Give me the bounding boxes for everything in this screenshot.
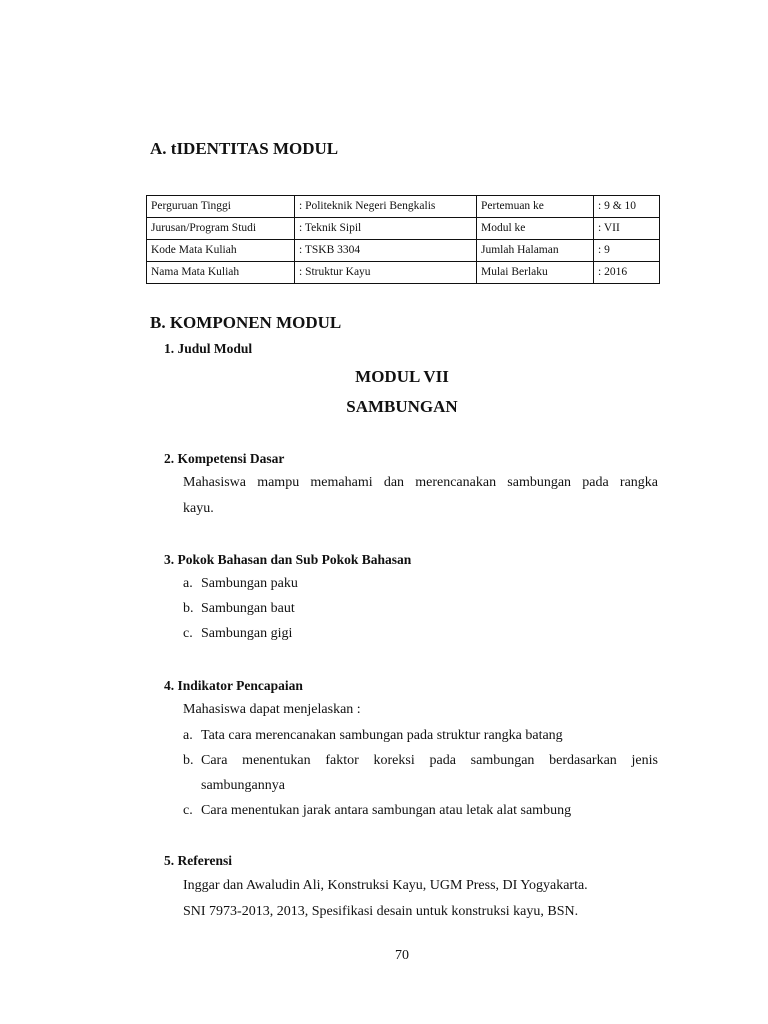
table-cell: Jumlah Halaman bbox=[477, 240, 594, 262]
indikator-heading: 4. Indikator Pencapaian bbox=[164, 678, 303, 693]
list-marker: b. bbox=[183, 753, 194, 768]
list-marker: a. bbox=[183, 728, 193, 743]
list-text: Tata cara merencanakan sambungan pada struktur rangka batang bbox=[201, 728, 563, 743]
judul-modul-heading: 1. Judul Modul bbox=[164, 341, 253, 356]
list-marker: c. bbox=[183, 626, 193, 641]
list-text: Sambungan paku bbox=[201, 576, 298, 591]
table-cell: Mulai Berlaku bbox=[477, 262, 594, 284]
list-text: Cara menentukan jarak antara sambungan atau letak alat sambung bbox=[201, 803, 572, 818]
list-marker: b. bbox=[183, 601, 194, 616]
section-b-heading: B. KOMPONEN MODUL bbox=[150, 313, 342, 332]
table-cell: : Teknik Sipil bbox=[295, 218, 477, 240]
list-text: Sambungan gigi bbox=[201, 626, 293, 641]
module-title: MODUL VII bbox=[355, 367, 449, 386]
table-cell: : Struktur Kayu bbox=[295, 262, 477, 284]
list-item bbox=[183, 803, 572, 819]
table-cell: Modul ke bbox=[477, 218, 594, 240]
table-cell: Nama Mata Kuliah bbox=[147, 262, 295, 284]
table-row bbox=[147, 262, 660, 284]
table-cell: Perguruan Tinggi bbox=[147, 196, 295, 218]
table-row bbox=[147, 218, 660, 240]
referensi-heading: 5. Referensi bbox=[164, 853, 232, 868]
section-a-heading: A. tIDENTITAS MODUL bbox=[150, 139, 339, 158]
table-cell: Pertemuan ke bbox=[477, 196, 594, 218]
module-subtitle: SAMBUNGAN bbox=[346, 397, 458, 416]
list-item bbox=[183, 576, 298, 592]
table-cell: Kode Mata Kuliah bbox=[147, 240, 295, 262]
kompetensi-dasar-heading: 2. Kompetensi Dasar bbox=[164, 451, 285, 466]
reference-item: SNI 7973-2013, 2013, Spesifikasi desain untuk konstruksi kayu, BSN. bbox=[183, 904, 579, 919]
table-row bbox=[147, 240, 660, 262]
indikator-intro: Mahasiswa dapat menjelaskan : bbox=[183, 702, 361, 717]
table-cell: : 2016 bbox=[594, 262, 660, 284]
list-marker: a. bbox=[183, 576, 193, 591]
list-item bbox=[183, 728, 563, 744]
list-marker: c. bbox=[183, 803, 193, 818]
kompetensi-text-line2: kayu. bbox=[183, 501, 214, 516]
pokok-bahasan-heading: 3. Pokok Bahasan dan Sub Pokok Bahasan bbox=[164, 552, 412, 567]
table-cell: : Politeknik Negeri Bengkalis bbox=[295, 196, 477, 218]
reference-item: Inggar dan Awaludin Ali, Konstruksi Kayu, UGM Press, DI Yogyakarta. bbox=[183, 878, 588, 893]
list-item bbox=[183, 626, 293, 642]
table-cell: : 9 & 10 bbox=[594, 196, 660, 218]
identity-table bbox=[146, 195, 660, 284]
table-cell: : VII bbox=[594, 218, 660, 240]
list-item bbox=[183, 601, 295, 617]
list-text: Cara menentukan faktor koreksi pada sambungan berdasarkan jenis bbox=[201, 753, 658, 768]
table-cell: : 9 bbox=[594, 240, 660, 262]
table-cell: Jurusan/Program Studi bbox=[147, 218, 295, 240]
table-cell: : TSKB 3304 bbox=[295, 240, 477, 262]
list-text: Sambungan baut bbox=[201, 601, 295, 616]
list-text-continued: sambungannya bbox=[201, 778, 285, 793]
page-number: 70 bbox=[395, 948, 409, 963]
table-row bbox=[147, 196, 660, 218]
kompetensi-text-line1: Mahasiswa mampu memahami dan merencanakan sambungan pada rangka bbox=[183, 475, 658, 490]
